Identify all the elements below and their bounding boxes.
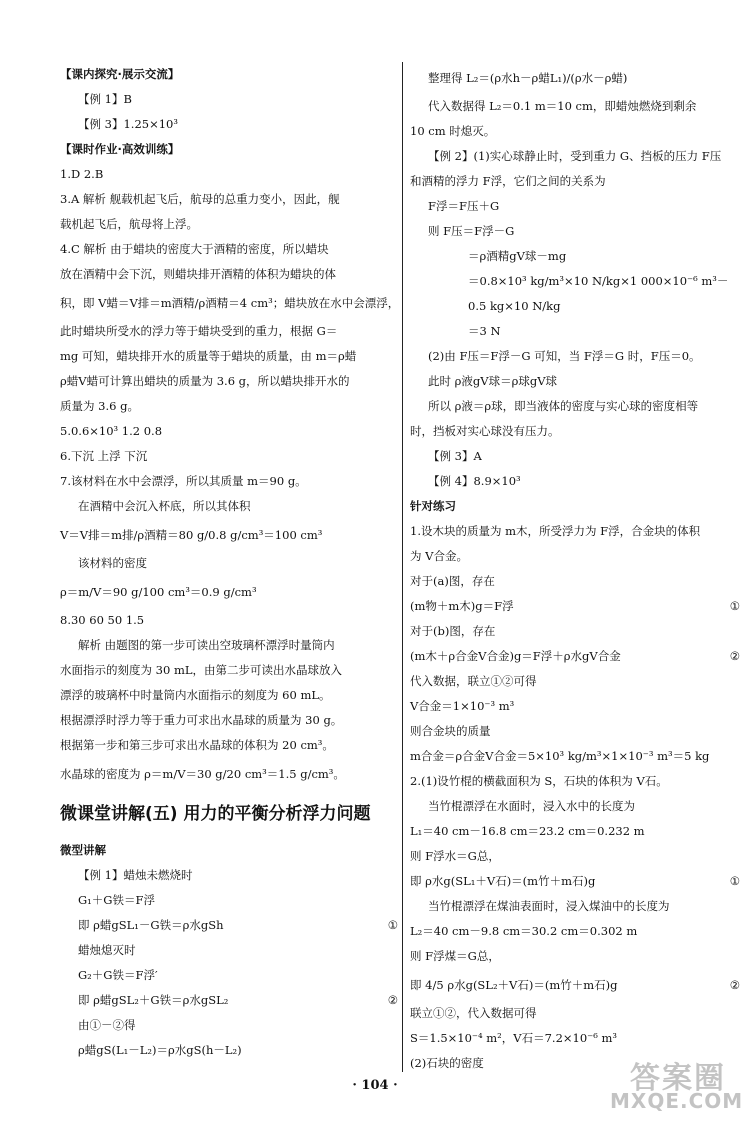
- equation-text: 即 4/5 ρ水g(SL₂＋V石)＝(m竹＋m石)g: [410, 978, 618, 992]
- answer-line: F浮＝F压＋G: [428, 199, 500, 213]
- answer-formula: 水晶球的密度为 ρ＝m/V＝30 g/20 cm³＝1.5 g/cm³。: [60, 767, 345, 781]
- answer-line: ＝3 N: [468, 324, 501, 338]
- answer-line: V合金＝1×10⁻³ m³: [410, 699, 515, 713]
- left-column: [60, 62, 398, 1063]
- answer-line: 对于(b)图，存在: [410, 624, 496, 638]
- answer-line: 【例 1】蜡烛未燃烧时: [78, 868, 193, 882]
- equation-line: [410, 644, 740, 669]
- answer-example-3: 【例 3】A: [428, 449, 482, 463]
- answer-line: L₁＝40 cm－16.8 cm＝23.2 cm＝0.232 m: [410, 824, 645, 838]
- equation-text: 即 ρ蜡gSL₂＋G铁＝ρ水gSL₂: [78, 993, 229, 1007]
- answer-line: ＝ρ酒精gV球－mg: [468, 249, 567, 263]
- answer-line: 代入数据得 L₂＝0.1 m＝10 cm，即蜡烛燃烧到剩余: [428, 99, 697, 113]
- watermark-logo: [602, 1053, 742, 1115]
- answer-line: G₂＋G铁＝F浮′: [78, 968, 158, 982]
- answer-line: 该材料的密度: [78, 556, 147, 570]
- answer-line: 解析 由题图的第一步可读出空玻璃杯漂浮时量筒内: [78, 638, 335, 652]
- equation-number: ②: [387, 993, 398, 1007]
- equation-text: 即 ρ蜡gSL₁－G铁＝ρ水gSh: [78, 918, 224, 932]
- answer-line: 则 F浮水＝G总，: [410, 849, 500, 863]
- answer-line: ρ蜡gS(L₁－L₂)＝ρ水gS(h－L₂): [78, 1043, 242, 1057]
- right-column: [410, 62, 740, 1076]
- answer-line: 1.D 2.B: [60, 167, 104, 181]
- answer-line: m合金＝ρ合金V合金＝5×10³ kg/m³×1×10⁻³ m³＝5 kg: [410, 749, 710, 763]
- answer-line: L₂＝40 cm－9.8 cm＝30.2 cm＝0.302 m: [410, 924, 638, 938]
- answer-line: 2.(1)设竹棍的横截面积为 S，石块的体积为 V石。: [410, 774, 668, 788]
- answer-line: 6.下沉 上浮 下沉: [60, 449, 148, 463]
- heading-class-inquiry: 【课内探究·展示交流】: [60, 67, 180, 81]
- answer-line: 此时 ρ液gV球＝ρ球gV球: [428, 374, 558, 388]
- answer-line: 根据漂浮时浮力等于重力可求出水晶球的质量为 30 g。: [60, 713, 343, 727]
- answer-line: 所以 ρ液＝ρ球，即当液体的密度与实心球的密度相等: [428, 399, 699, 413]
- answer-line: 5.0.6×10³ 1.2 0.8: [60, 424, 163, 438]
- answer-formula: 积，即 V蜡＝V排＝m酒精/ρ酒精＝4 cm³；蜡块放在水中会漂浮，: [60, 296, 400, 310]
- answer-formula: 整理得 L₂＝(ρ水h－ρ蜡L₁)/(ρ水－ρ蜡): [428, 71, 628, 85]
- equation-text: 即 ρ水g(SL₁＋V石)＝(m竹＋m石)g: [410, 874, 596, 888]
- equation-number: ①: [387, 918, 398, 932]
- answer-line: 则 F压＝F浮－G: [428, 224, 515, 238]
- answer-formula: ρ＝m/V＝90 g/100 cm³＝0.9 g/cm³: [60, 585, 257, 599]
- answer-line: ρ蜡V蜡可计算出蜡块的质量为 3.6 g，所以蜡块排开水的: [60, 374, 350, 388]
- answer-line: 当竹棍漂浮在水面时，浸入水中的长度为: [428, 799, 635, 813]
- equation-number: ②: [729, 649, 740, 663]
- answer-line: 为 V合金。: [410, 549, 468, 563]
- watermark-bottom: MXQE.COM: [610, 1089, 744, 1113]
- answer-line: 3.A 解析 舰载机起飞后，航母的总重力变小，因此，舰: [60, 192, 340, 206]
- answer-line: 4.C 解析 由于蜡块的密度大于酒精的密度，所以蜡块: [60, 242, 329, 256]
- equation-number: ①: [729, 874, 740, 888]
- answer-line: 水面指示的刻度为 30 mL，由第二步可读出水晶球放入: [60, 663, 342, 677]
- answer-line: 蜡烛熄灭时: [78, 943, 136, 957]
- answer-line: 则合金块的质量: [410, 724, 491, 738]
- answer-line: 质量为 3.6 g。: [60, 399, 139, 413]
- answer-line: 10 cm 时熄灭。: [410, 124, 496, 138]
- answer-line: 由①－②得: [78, 1018, 136, 1032]
- answer-line: ＝0.8×10³ kg/m³×10 N/kg×1 000×10⁻⁶ m³－: [468, 274, 729, 288]
- answer-line: 放在酒精中会下沉，则蜡块排开酒精的体积为蜡块的体: [60, 267, 336, 281]
- equation-line: [60, 988, 398, 1013]
- heading-micro-lecture: 微型讲解: [60, 843, 106, 857]
- answer-line: (2)由 F压＝F浮－G 可知，当 F浮＝G 时，F压＝0。: [428, 349, 701, 363]
- answer-line: (2)石块的密度: [410, 1056, 484, 1070]
- answer-line: 代入数据，联立①②可得: [410, 674, 537, 688]
- equation-text: (m木＋ρ合金V合金)g＝F浮＋ρ水gV合金: [410, 649, 621, 663]
- answer-line: 0.5 kg×10 N/kg: [468, 299, 561, 313]
- answer-line: 对于(a)图，存在: [410, 574, 495, 588]
- answer-line: 则 F浮煤＝G总，: [410, 949, 500, 963]
- answer-line: 1.设木块的质量为 m木，所受浮力为 F浮，合金块的体积: [410, 524, 701, 538]
- page-number: · 104 ·: [352, 1078, 398, 1093]
- answer-line: 联立①②，代入数据可得: [410, 1006, 537, 1020]
- heading-homework: 【课时作业·高效训练】: [60, 142, 180, 156]
- answer-formula: V＝V排＝m排/ρ酒精＝80 g/0.8 g/cm³＝100 cm³: [60, 528, 323, 542]
- answer-line: 时，挡板对实心球没有压力。: [410, 424, 560, 438]
- watermark-top: 答案圈: [630, 1061, 726, 1096]
- heading-practice: 针对练习: [410, 499, 456, 513]
- answer-line: S＝1.5×10⁻⁴ m²，V石＝7.2×10⁻⁶ m³: [410, 1031, 617, 1045]
- answer-line: 载机起飞后，航母将上浮。: [60, 217, 198, 231]
- answer-line: 【例 2】(1)实心球静止时，受到重力 G、挡板的压力 F压: [428, 149, 722, 163]
- equation-line: [410, 969, 740, 1001]
- equation-number: ②: [729, 978, 740, 992]
- answer-example-1: 【例 1】B: [78, 92, 132, 106]
- equation-line: [410, 594, 740, 619]
- equation-line: [60, 913, 398, 938]
- answer-line: 在酒精中会沉入杯底，所以其体积: [78, 499, 251, 513]
- answer-line: 8.30 60 50 1.5: [60, 613, 145, 627]
- equation-line: [410, 869, 740, 894]
- answer-line: G₁＋G铁＝F浮: [78, 893, 155, 907]
- answer-line: 漂浮的玻璃杯中时量筒内水面指示的刻度为 60 mL。: [60, 688, 331, 702]
- answer-line: 7.该材料在水中会漂浮，所以其质量 m＝90 g。: [60, 474, 307, 488]
- section-title: 微课堂讲解(五) 用力的平衡分析浮力问题: [60, 804, 371, 824]
- answer-line: 根据第一步和第三步可求出水晶球的体积为 20 cm³。: [60, 738, 334, 752]
- answer-line: 此时蜡块所受水的浮力等于蜡块受到的重力，根据 G＝: [60, 324, 338, 338]
- answer-example-4: 【例 4】8.9×10³: [428, 474, 521, 488]
- answer-line: mg 可知，蜡块排开水的质量等于蜡块的质量，由 m＝ρ蜡: [60, 349, 357, 363]
- equation-number: ①: [729, 599, 740, 613]
- equation-text: (m物＋m木)g＝F浮: [410, 599, 514, 613]
- answer-example-3: 【例 3】1.25×10³: [78, 117, 178, 131]
- answer-line: 当竹棍漂浮在煤油表面时，浸入煤油中的长度为: [428, 899, 670, 913]
- column-divider: [402, 62, 403, 1072]
- answer-line: 和酒精的浮力 F浮，它们之间的关系为: [410, 174, 606, 188]
